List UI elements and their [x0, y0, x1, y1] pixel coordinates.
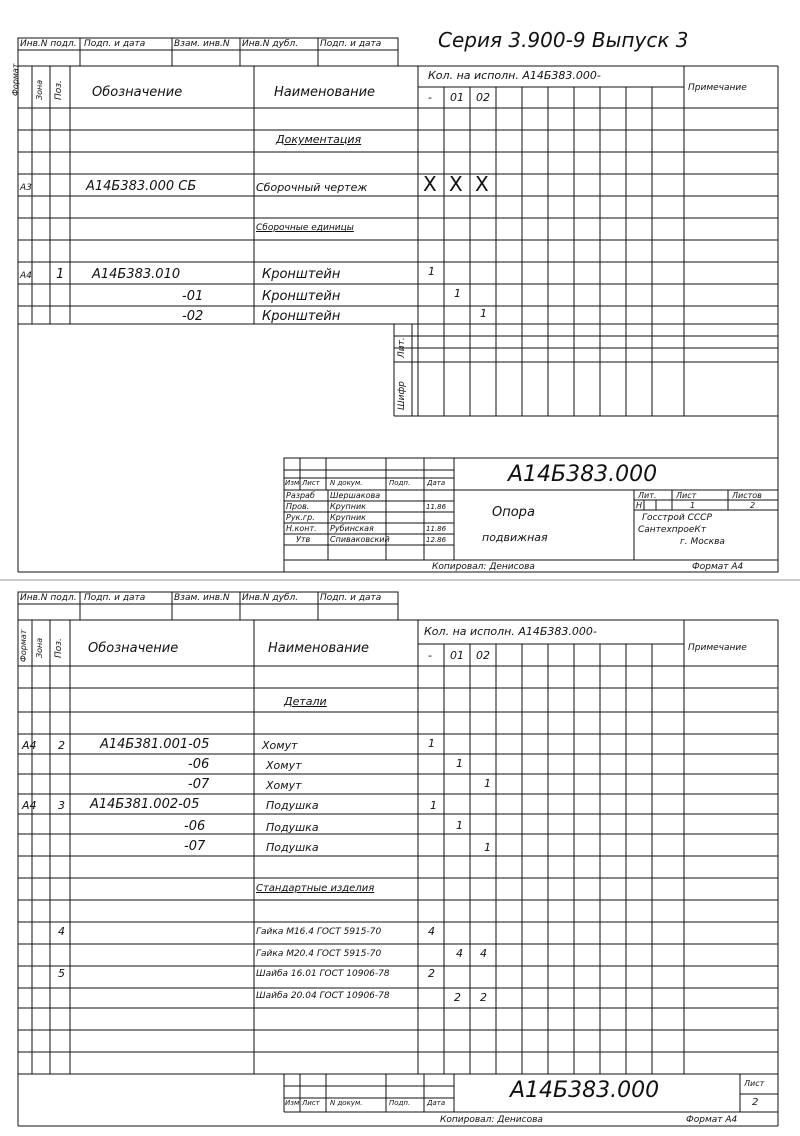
section-heading: Документация [276, 133, 362, 146]
row-name: Хомут [266, 759, 302, 772]
tb-lit-label: Лит. [638, 491, 657, 500]
signer-date: 11.86 [426, 525, 447, 533]
series-title: Серия 3.900-9 Выпуск 3 [438, 28, 689, 52]
signer-role: Н.конт. [286, 524, 317, 533]
signer-name: Крупник [330, 513, 366, 522]
exec-col: 01 [450, 649, 464, 662]
org-line2: СантехпроеКт [638, 525, 707, 535]
signer-role: Пров. [286, 502, 310, 511]
row-name: Подушка [266, 841, 319, 854]
row-name: Кронштейн [262, 309, 341, 324]
tb-list: Лист [302, 1099, 320, 1107]
stamp-inv-podl: Инв.N подл. [20, 593, 77, 603]
qty-value: 1 [484, 841, 491, 854]
shifr-side-label: Шифр [397, 381, 407, 410]
row-format: А4 [22, 739, 37, 752]
signer-date: 12.86 [426, 536, 447, 544]
tb-sheets-value: 2 [750, 501, 756, 510]
qty-value: 2 [428, 967, 435, 980]
qty-value: 1 [428, 737, 435, 750]
tb-sheet-value: 2 [752, 1097, 759, 1108]
tb-list: Лист [302, 479, 320, 487]
row-pos: 5 [58, 967, 65, 980]
qty-value: 4 [428, 925, 435, 938]
qty-mark: X [475, 172, 489, 196]
col-format-header: Формат [11, 63, 20, 96]
row-designation: -07 [188, 777, 210, 792]
row-designation: А14Б381.001-05 [100, 737, 210, 752]
col-pos-header: Поз. [54, 638, 64, 658]
row-name: Подушка [266, 821, 319, 834]
col-designation-header: Обозначение [92, 85, 183, 100]
format-label: Формат А4 [692, 562, 744, 572]
qty-value: 1 [456, 757, 463, 770]
stamp-vzam: Взам. инв.N [174, 39, 230, 49]
row-name: Сборочный чертеж [256, 181, 368, 194]
stamp-podp-data-2: Подп. и дата [320, 593, 382, 603]
tb-podp: Подп. [389, 1099, 411, 1107]
tb-sheet-value: 1 [690, 501, 696, 510]
col-note-header: Примечание [688, 643, 747, 653]
qty-value: 4 [480, 947, 487, 960]
qty-value: 4 [456, 947, 463, 960]
col-designation-header: Обозначение [88, 641, 179, 656]
row-name: Гайка М20.4 ГОСТ 5915-70 [256, 949, 382, 959]
col-zone-header: Зона [35, 79, 44, 100]
col-pos-header: Поз. [54, 80, 64, 100]
row-name: Шайба 16.01 ГОСТ 10906-78 [256, 969, 390, 979]
stamp-podp-data: Подп. и дата [84, 593, 146, 603]
signer-name: Рубинская [330, 524, 374, 533]
qty-mark: X [423, 172, 437, 196]
row-pos: 2 [58, 739, 65, 752]
signer-name: Крупник [330, 502, 366, 511]
stamp-podp-data-2: Подп. и дата [320, 39, 382, 49]
qty-value: 1 [480, 307, 487, 320]
row-name: Шайба 20.04 ГОСТ 10906-78 [256, 991, 390, 1001]
signer-name: Шершакова [330, 491, 381, 500]
row-name: Подушка [266, 799, 319, 812]
stamp-inv-dubl: Инв.N дубл. [242, 593, 299, 603]
org-line1: Госстрой СССР [642, 513, 712, 523]
stamp-inv-podl: Инв.N подл. [20, 39, 77, 49]
row-designation: А14Б383.010 [92, 267, 181, 282]
col-name-header: Наименование [268, 641, 370, 656]
signer-role: Утв [296, 535, 311, 544]
row-designation: А14Б383.000 СБ [86, 179, 197, 194]
col-note-header: Примечание [688, 83, 747, 93]
format-label: Формат А4 [686, 1115, 738, 1125]
section-heading: Стандартные изделия [256, 883, 375, 894]
section-heading: Сборочные единицы [256, 223, 354, 233]
row-designation: -07 [184, 839, 206, 854]
row-format: А4 [22, 799, 37, 812]
row-pos: 1 [56, 267, 65, 282]
row-designation: -06 [184, 819, 206, 834]
org-line3: г. Москва [680, 537, 725, 547]
row-designation: -06 [188, 757, 210, 772]
section-heading: Детали [284, 695, 327, 708]
col-qty-header: Кол. на исполн. А14Б383.000- [428, 69, 601, 82]
lit-side-label: Лит. [397, 337, 407, 358]
tb-data: Дата [427, 1099, 446, 1107]
exec-col: 02 [476, 91, 490, 104]
copied-by: Копировал: Денисова [432, 562, 535, 572]
signer-name: Спиваковский [330, 535, 390, 544]
row-designation: -01 [182, 289, 204, 304]
col-format-header: Формат [19, 629, 28, 662]
exec-col: - [428, 91, 432, 104]
tb-izm: Изм [285, 479, 300, 487]
qty-value: 1 [454, 287, 461, 300]
qty-value: 1 [484, 777, 491, 790]
tb-podp: Подп. [389, 479, 411, 487]
row-designation: -02 [182, 309, 204, 324]
exec-col: - [428, 649, 432, 662]
tb-izm: Изм [285, 1099, 300, 1107]
col-zone-header: Зона [35, 637, 44, 658]
tb-sheets-label: Листов [732, 491, 762, 500]
col-name-header: Наименование [274, 85, 376, 100]
qty-value: 1 [428, 265, 435, 278]
row-name: Гайка М16.4 ГОСТ 5915-70 [256, 927, 382, 937]
tb-ndokum: N докум. [330, 479, 363, 487]
copied-by: Копировал: Денисова [440, 1115, 543, 1125]
doc-number: А14Б383.000 [508, 462, 658, 487]
qty-mark: X [449, 172, 463, 196]
row-pos: 3 [58, 799, 65, 812]
doc-name-line2: подвижная [482, 531, 548, 544]
tb-lit-value: Н [636, 501, 643, 510]
row-format: А3 [20, 183, 32, 193]
tb-sheet-label: Лист [676, 491, 697, 500]
row-designation: А14Б381.002-05 [90, 797, 200, 812]
row-name: Хомут [266, 779, 302, 792]
signer-role: Разраб [286, 491, 315, 500]
exec-col: 01 [450, 91, 464, 104]
row-format: А4 [20, 271, 32, 281]
tb-data: Дата [427, 479, 446, 487]
signer-date: 11.86 [426, 503, 447, 511]
tb-sheet-label: Лист [744, 1079, 765, 1088]
row-name: Кронштейн [262, 289, 341, 304]
qty-value: 1 [456, 819, 463, 832]
stamp-vzam: Взам. инв.N [174, 593, 230, 603]
row-name: Кронштейн [262, 267, 341, 282]
qty-value: 2 [480, 991, 487, 1004]
stamp-inv-dubl: Инв.N дубл. [242, 39, 299, 49]
row-name: Хомут [262, 739, 298, 752]
qty-value: 1 [430, 799, 437, 812]
exec-col: 02 [476, 649, 490, 662]
doc-name-line1: Опора [492, 505, 535, 520]
row-pos: 4 [58, 925, 65, 938]
doc-number: А14Б383.000 [510, 1078, 660, 1103]
col-qty-header: Кол. на исполн. А14Б383.000- [424, 625, 597, 638]
tb-ndokum: N докум. [330, 1099, 363, 1107]
qty-value: 2 [454, 991, 461, 1004]
signer-role: Рук.гр. [286, 513, 315, 522]
stamp-podp-data: Подп. и дата [84, 39, 146, 49]
